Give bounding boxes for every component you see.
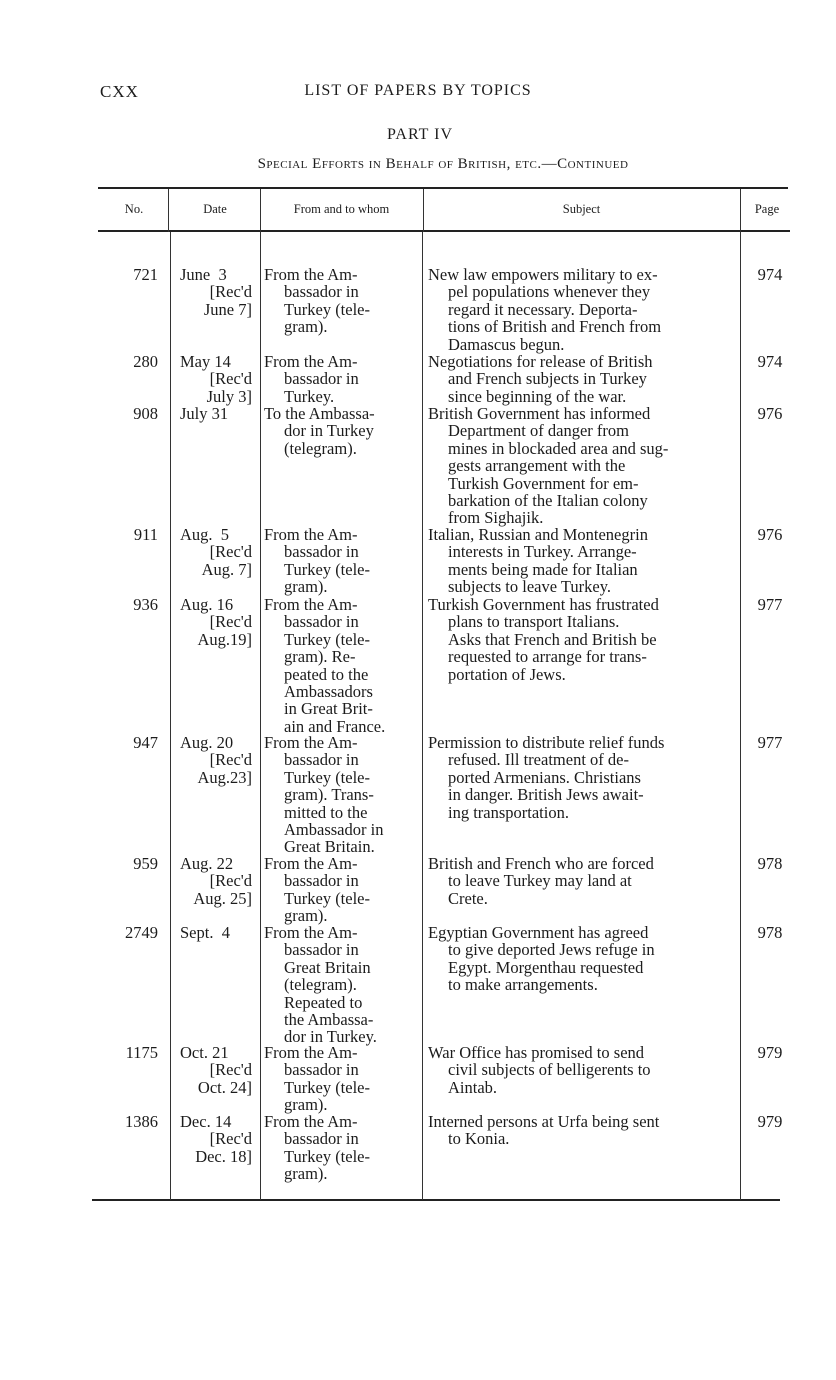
row-subject [428,405,728,527]
row-subject [428,924,728,994]
row-number: 1175 [125,1043,158,1062]
row-subject-line: regard it necessary. Deporta- [448,299,638,319]
row-number: 1386 [125,1112,158,1131]
row-from-line: From the Am- [264,352,358,371]
row-subject-line: Permission to distribute relief funds [428,733,665,752]
row-from-line: bassador in [284,282,359,302]
row-page: 976 [757,525,783,544]
row-from-line: Great Britain [284,957,371,977]
row-date-line: Aug.23] [197,767,252,787]
row-number: 936 [133,595,158,614]
row-subject [428,526,728,596]
column-divider [168,189,169,232]
row-subject-line: portation of Jews. [448,664,566,684]
row-date-line: Sept. 4 [180,923,230,942]
row-date-line: Dec. 18] [195,1146,252,1166]
row-date-line: [Rec'd [209,750,252,770]
row-from-line: Turkey (tele- [284,559,370,579]
row-from-line: Repeated to [284,992,363,1012]
row-from-line: From the Am- [264,923,358,942]
row-page: 978 [757,854,783,873]
table-top-rule [98,187,788,189]
row-from-line: bassador in [284,542,359,562]
column-divider [170,232,171,1200]
row-from-line: gram). Trans- [284,785,374,805]
row-from-line: gram). [284,906,328,926]
column-divider [422,232,423,1200]
row-subject [428,266,728,353]
row-subject-line: Crete. [448,888,488,908]
row-from-line: gram). Re- [284,647,356,667]
row-subject [428,596,728,683]
row-from-line: bassador in [284,1129,359,1149]
page-number: CXX [100,82,139,101]
row-subject [428,734,728,821]
row-date [172,855,252,907]
row-date-line: Aug. 25] [193,888,252,908]
row-date-line: July 3] [206,386,252,406]
row-subject-line: civil subjects of belligerents to [448,1060,651,1080]
row-from-line: gram). [284,1095,328,1115]
row-from-line: dor in Turkey. [284,1027,377,1047]
row-subject-line: Interned persons at Urfa being sent [428,1112,660,1131]
row-subject [428,353,728,405]
row-date-line: Aug. 20 [180,733,234,752]
row-date [172,1044,252,1096]
row-subject-line: Egyptian Government has agreed [428,923,649,942]
row-from-line: From the Am- [264,854,358,873]
row-from-line: gram). [284,317,328,337]
row-date [172,734,252,786]
row-subject-line: requested to arrange for trans- [448,647,647,667]
part-heading: PART IV [386,126,454,143]
row-from-line: in Great Brit- [284,699,373,719]
row-from-line: Turkey (tele- [284,629,370,649]
row-subject-line: from Sighajik. [448,508,544,528]
row-from-line: Turkey (tele- [284,1146,370,1166]
row-subject-line: Italian, Russian and Montenegrin [428,525,648,544]
row-page: 978 [757,923,783,942]
row-subject-line: refused. Ill treatment of de- [448,750,629,770]
column-divider [260,232,261,1200]
table-bottom-rule [92,1199,780,1201]
row-date [172,596,252,648]
row-date-line: July 31 [180,404,229,423]
row-number: 959 [133,854,158,873]
row-date-line: [Rec'd [209,282,252,302]
header-bottom-rule [98,230,790,232]
row-subject-line: Department of danger from [448,421,629,441]
row-date [172,353,252,405]
row-date-line: Aug. 22 [180,854,234,873]
row-subject-line: British and French who are forced [428,854,654,873]
row-subject [428,855,728,907]
row-subject-line: British Government has informed [428,404,651,423]
row-from-line: Turkey (tele- [284,1077,370,1097]
row-date-line: [Rec'd [209,369,252,389]
row-from [264,526,420,596]
row-page: 979 [757,1043,783,1062]
row-page: 974 [757,265,783,284]
row-from-line: bassador in [284,750,359,770]
row-from-line: From the Am- [264,1043,358,1062]
row-number: 280 [133,352,158,371]
row-from [264,1044,420,1114]
row-from-line: bassador in [284,369,359,389]
row-from-line: Great Britain. [284,837,375,857]
row-subject-line: gests arrangement with the [448,456,626,476]
header-no: No. [124,202,144,216]
row-from [264,405,420,457]
row-subject-line: and French subjects in Turkey [448,369,647,389]
row-from-line: From the Am- [264,525,358,544]
row-subject-line: mines in blockaded area and sug- [448,438,669,458]
row-from-line: Ambassadors [284,682,373,702]
row-from-line: bassador in [284,612,359,632]
row-from-line: bassador in [284,1060,359,1080]
row-from-line: peated to the [284,664,369,684]
row-subject-line: Negotiations for release of British [428,352,653,371]
row-date [172,924,252,941]
row-date [172,526,252,578]
row-date-line: [Rec'd [209,1129,252,1149]
row-from-line: From the Am- [264,733,358,752]
row-subject-line: in danger. British Jews await- [448,785,644,805]
row-from-line: From the Am- [264,1112,358,1131]
row-number: 947 [133,733,158,752]
row-subject-line: Turkish Government for em- [448,473,639,493]
row-page: 974 [757,352,783,371]
row-date-line: Aug. 7] [201,559,252,579]
row-from-line: dor in Turkey [284,421,374,441]
row-page: 976 [757,404,783,423]
row-date-line: [Rec'd [209,542,252,562]
row-subject-line: to leave Turkey may land at [448,871,632,891]
row-subject-line: New law empowers military to ex- [428,265,658,284]
row-from-line: Ambassador in [284,820,384,840]
row-subject [428,1113,728,1148]
row-from-line: Turkey. [284,386,335,406]
row-page: 977 [757,733,783,752]
row-subject-line: subjects to leave Turkey. [448,577,611,597]
row-date-line: Aug. 16 [180,595,234,614]
row-subject-line: since beginning of the war. [448,386,627,406]
row-from [264,855,420,925]
section-heading: Special Efforts in Behalf of British, etc.—Continued [257,156,629,172]
row-from-line: Turkey (tele- [284,767,370,787]
row-page: 977 [757,595,783,614]
row-from-line: Turkey (tele- [284,888,370,908]
running-head: LIST OF PAPERS BY TOPICS [304,82,532,99]
row-subject-line: Damascus begun. [448,334,565,354]
row-date-line: Aug. 5 [180,525,230,544]
row-date [172,1113,252,1165]
row-from [264,1113,420,1183]
row-from-line: gram). [284,577,328,597]
row-from [264,266,420,336]
header-subject: Subject [562,202,601,216]
row-subject-line: plans to transport Italians. [448,612,620,632]
row-subject-line: Aintab. [448,1077,498,1097]
row-from-line: Turkey (tele- [284,299,370,319]
row-number: 908 [133,404,158,423]
row-date [172,266,252,318]
row-from-line: bassador in [284,940,359,960]
row-from-line: To the Ambassa- [264,404,375,423]
row-subject-line: tions of British and French from [448,317,662,337]
row-from-line: (telegram). [284,975,357,995]
row-subject-line: pel populations whenever they [448,282,651,302]
row-date [172,405,252,422]
row-subject-line: ing transportation. [448,802,569,822]
row-subject-line: to Konia. [448,1129,510,1149]
row-subject-line: War Office has promised to send [428,1043,645,1062]
row-number: 2749 [125,923,158,942]
row-date-line: [Rec'd [209,871,252,891]
row-from-line: the Ambassa- [284,1010,374,1030]
row-date-line: June 7] [203,299,252,319]
row-from-line: bassador in [284,871,359,891]
row-from-line: (telegram). [284,438,357,458]
row-date-line: Oct. 24] [197,1077,252,1097]
row-from [264,734,420,856]
column-divider [740,232,741,1200]
row-from-line: From the Am- [264,265,358,284]
row-date-line: Dec. 14 [180,1112,232,1131]
row-date-line: Oct. 21 [180,1043,229,1062]
row-from-line: From the Am- [264,595,358,614]
row-from-line: ain and France. [284,716,386,736]
row-date-line: May 14 [180,352,231,371]
row-subject-line: ments being made for Italian [448,559,638,579]
row-from-line: mitted to the [284,802,368,822]
row-from [264,596,420,735]
row-number: 911 [133,525,158,544]
row-subject [428,1044,728,1096]
row-subject-line: ported Armenians. Christians [448,767,641,787]
row-page: 979 [757,1112,783,1131]
row-subject-line: Turkish Government has frustrated [428,595,659,614]
row-from [264,924,420,1046]
row-date-line: [Rec'd [209,1060,252,1080]
row-from [264,353,420,405]
row-date-line: [Rec'd [209,612,252,632]
row-date-line: June 3 [180,265,227,284]
header-from: From and to whom [293,202,390,216]
header-date: Date [203,202,227,216]
row-subject-line: to give deported Jews refuge in [448,940,655,960]
row-date-line: Aug.19] [197,629,252,649]
row-subject-line: interests in Turkey. Arrange- [448,542,637,562]
row-subject-line: Egypt. Morgenthau requested [448,957,644,977]
row-subject-line: barkation of the Italian colony [448,491,648,511]
row-from-line: gram). [284,1164,328,1184]
row-subject-line: to make arrangements. [448,975,598,995]
header-page: Page [754,202,780,216]
row-number: 721 [133,265,158,284]
row-subject-line: Asks that French and British be [448,629,657,649]
